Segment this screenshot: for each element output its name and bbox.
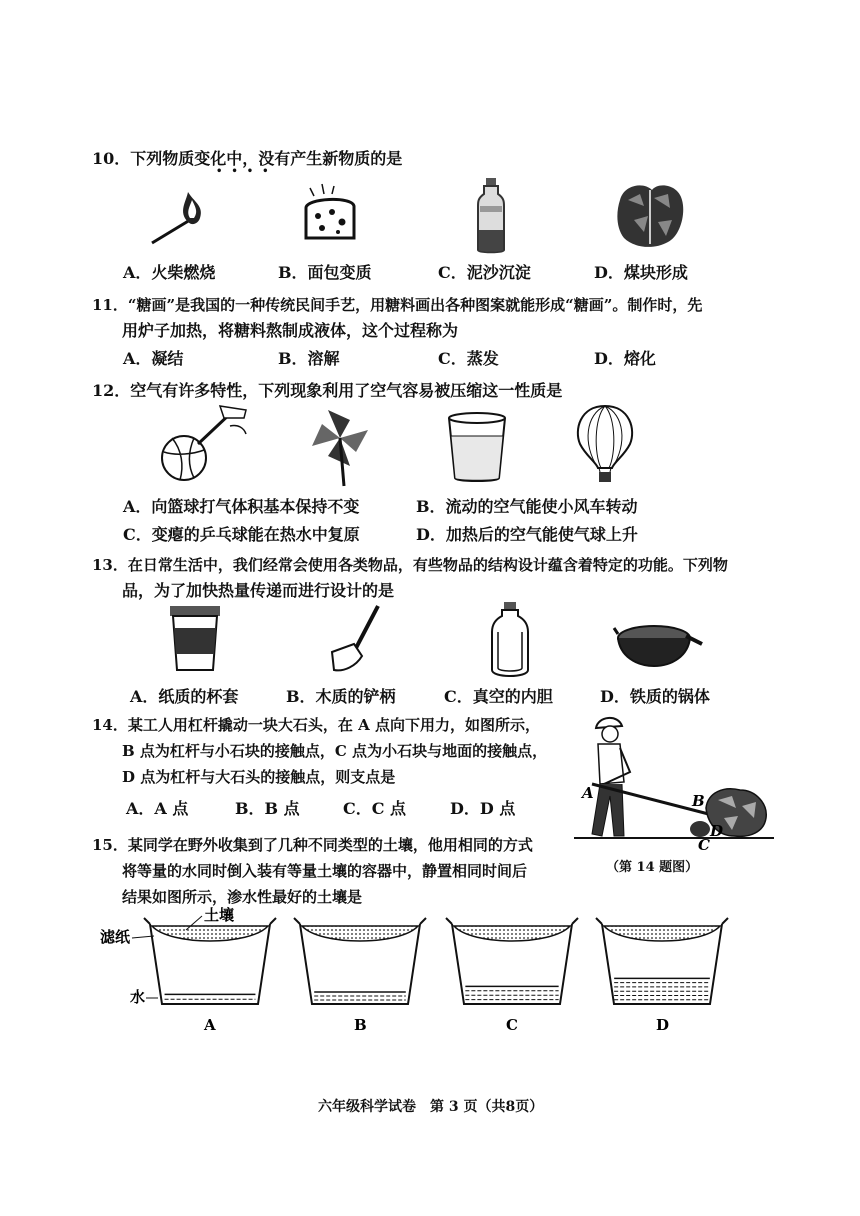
paper-cup-sleeve-icon	[170, 606, 220, 672]
iron-wok-icon	[614, 610, 704, 670]
container-label: D	[656, 1016, 670, 1034]
bottle-sediment-icon	[476, 178, 506, 254]
moldy-bread-icon	[300, 182, 362, 244]
soil-container-b	[294, 918, 426, 1034]
q12-option-c[interactable]: C．变瘪的乒乓球能在热水中复原	[123, 525, 360, 544]
q11-stem-line1: 11．“糖画”是我国的一种传统民间手艺，用糖料画出各种图案就能形成“糖画”。制作时，先	[92, 296, 703, 314]
figure-label-a: A	[582, 784, 594, 802]
q14-option-c[interactable]: C．C 点	[343, 799, 407, 818]
q14-option-d[interactable]: D．D 点	[450, 799, 516, 818]
container-label: B	[354, 1016, 367, 1034]
container-label: C	[506, 1016, 518, 1034]
q13-option-b[interactable]: B．木质的铲柄	[286, 687, 396, 706]
pinwheel-icon	[310, 408, 370, 488]
q13-option-d[interactable]: D．铁质的锅体	[600, 687, 710, 706]
soil-container-d	[596, 918, 728, 1034]
soil-container-c	[446, 918, 578, 1034]
q15-stem-line1: 15．某同学在野外收集到了几种不同类型的土壤，他用相同的方式	[92, 836, 533, 854]
figure-label-c: C	[698, 836, 710, 854]
emphasis-dots: ••••	[216, 166, 278, 177]
soil-in-filter	[152, 926, 268, 941]
soil-containers-figure	[90, 908, 790, 1038]
q10-stem: 10．下列物质变化中，没有产生新物质的是	[92, 149, 403, 168]
q11-option-b[interactable]: B．溶解	[278, 349, 340, 368]
figure-label-d: D	[710, 822, 724, 840]
match-fire-icon	[150, 188, 220, 248]
q11-stem-line2: 用炉子加热，将糖料熬制成液体，这个过程称为	[122, 321, 459, 340]
label-filter-paper: 滤纸	[100, 928, 131, 946]
q13-option-c[interactable]: C．真空的内胆	[444, 687, 553, 706]
page-footer: 六年级科学试卷 第 3 页（共8页）	[318, 1099, 544, 1115]
container-label: A	[204, 1016, 216, 1034]
soil-container-a	[144, 918, 276, 1034]
q15-stem-line3: 结果如图所示，渗水性最好的土壤是	[122, 888, 363, 906]
q14-option-b[interactable]: B．B 点	[235, 799, 300, 818]
q14-figure-caption: （第 14 题图）	[606, 860, 699, 875]
soil-in-filter	[454, 926, 570, 941]
q10-option-c[interactable]: C．泥沙沉淀	[438, 263, 531, 282]
q12-option-b[interactable]: B．流动的空气能使小风车转动	[416, 497, 638, 516]
figure-label-b: B	[692, 792, 705, 810]
q10-option-b[interactable]: B．面包变质	[278, 263, 372, 282]
q13-stem-line1: 13．在日常生活中，我们经常会使用各类物品，有些物品的结构设计蕴含着特定的功能。下列物	[92, 556, 728, 574]
q13-stem-line2: 品，为了加快热量传递而进行设计的是	[122, 581, 395, 600]
spatula-icon	[326, 604, 386, 676]
vacuum-flask-liner-icon	[490, 602, 530, 680]
q11-option-d[interactable]: D．熔化	[594, 349, 656, 368]
soil-in-filter	[604, 926, 720, 941]
label-water: 水	[130, 988, 146, 1006]
q14-stem-line2: B 点为杠杆与小石块的接触点，C 点为小石块与地面的接触点，	[122, 742, 548, 760]
q10-option-d[interactable]: D．煤块形成	[594, 263, 688, 282]
q11-option-c[interactable]: C．蒸发	[438, 349, 499, 368]
glass-of-water-icon	[446, 410, 508, 484]
lever-worker-figure	[574, 712, 780, 852]
q10-option-a[interactable]: A．火柴燃烧	[123, 263, 216, 282]
q12-option-d[interactable]: D．加热后的空气能使气球上升	[416, 525, 638, 544]
q13-option-a[interactable]: A．纸质的杯套	[130, 687, 239, 706]
q15-stem-line2: 将等量的水同时倒入装有等量土壤的容器中，静置相同时间后	[122, 862, 528, 880]
coal-lumps-icon	[614, 180, 686, 250]
q12-option-a[interactable]: A．向篮球打气体积基本保持不变	[123, 497, 360, 516]
soil-in-filter	[302, 926, 418, 941]
q14-stem-line3: D 点为杠杆与大石头的接触点，则支点是	[122, 768, 396, 786]
basketball-pump-icon	[160, 404, 250, 484]
hot-air-balloon-icon	[574, 404, 636, 488]
q14-option-a[interactable]: A．A 点	[126, 799, 189, 818]
q12-stem: 12．空气有许多特性，下列现象利用了空气容易被压缩这一性质是	[92, 381, 563, 400]
q11-option-a[interactable]: A．凝结	[123, 349, 184, 368]
label-soil: 土壤	[204, 906, 235, 924]
q14-stem-line1: 14．某工人用杠杆撬动一块大石头，在 A 点向下用力，如图所示，	[92, 716, 540, 734]
